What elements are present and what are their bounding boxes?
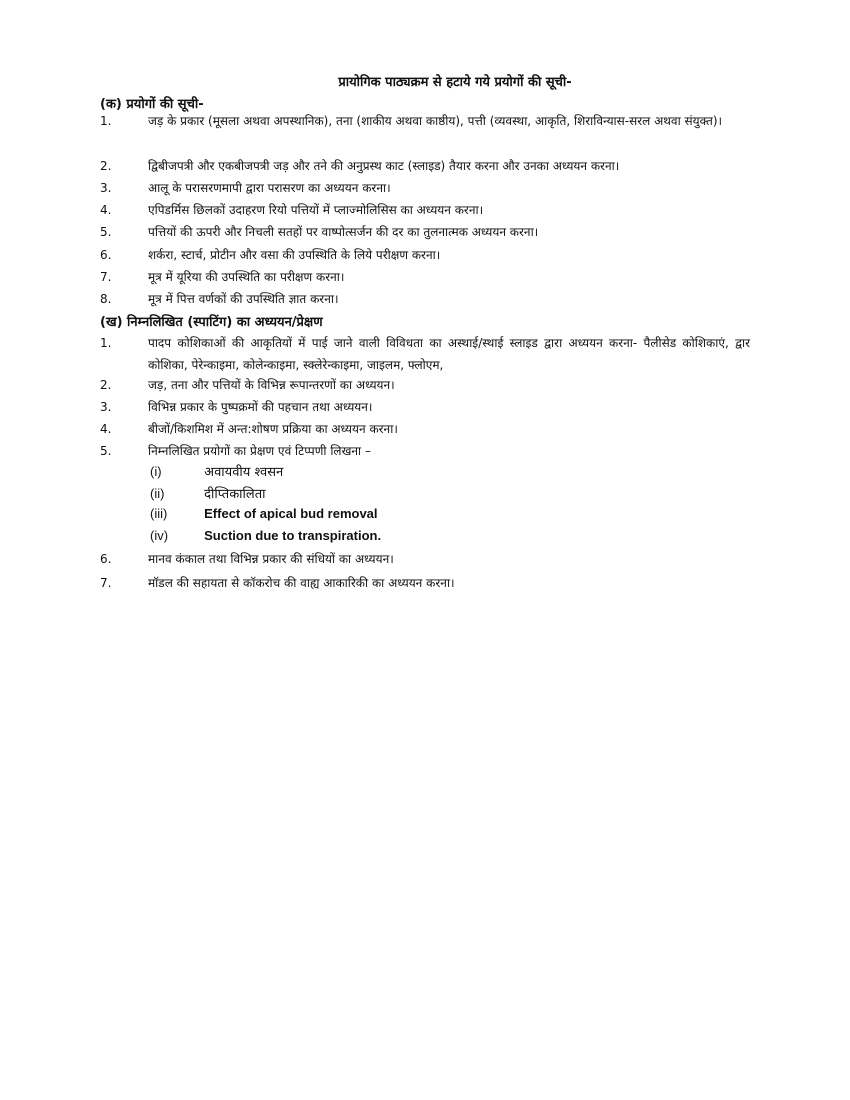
section-b-heading: (ख) निम्नलिखित (स्पाटिंग) का अध्ययन/प्रेक्षण bbox=[100, 315, 323, 330]
item-text: जड़ के प्रकार (मूसला अथवा अपस्थानिक), तना (शाकीय अथवा काष्ठीय), पत्ती (व्यवस्था, आकृति, शिराविन्यास-सरल अथवा संयुक्त)। bbox=[148, 114, 723, 128]
list-item bbox=[100, 177, 750, 199]
item-text: मानव कंकाल तथा विभिन्न प्रकार की संधियों का अध्ययन। bbox=[148, 552, 394, 566]
sub-item-text: अवायवीय श्वसन bbox=[204, 465, 284, 480]
list-item bbox=[100, 244, 750, 266]
sub-item-text: दीप्तिकालिता bbox=[204, 487, 266, 502]
item-number: 6. bbox=[100, 552, 112, 566]
item-text: विभिन्न प्रकार के पुष्पक्रमों की पहचान तथा अध्ययन। bbox=[148, 400, 373, 414]
item-number: 1. bbox=[100, 114, 112, 128]
section-a-heading: (क) प्रयोगों की सूची- bbox=[100, 97, 204, 112]
sub-item bbox=[150, 528, 381, 544]
sub-item-text: Effect of apical bud removal bbox=[204, 506, 378, 521]
item-text: आलू के परासरणमापी द्वारा परासरण का अध्ययन करना। bbox=[148, 181, 391, 195]
item-number: 6. bbox=[100, 248, 112, 262]
list-item bbox=[100, 374, 750, 396]
item-text: पादप कोशिकाओं की आकृतियों में पाई जाने वाली विविधता का अस्थाई/स्थाई स्लाइड द्वारा अध्ययन करना- पैलीसेड कोशिकाएं, द्वार कोशिका, पेरेन्काइमा, कोलेन्काइमा, स्क्लेरेन्काइमा, जाइलम, फ्लोएम, bbox=[148, 336, 750, 372]
item-number: 5. bbox=[100, 444, 112, 458]
item-number: 2. bbox=[100, 159, 112, 173]
sub-item-number: (ii) bbox=[150, 486, 165, 501]
sub-item bbox=[150, 484, 266, 502]
sub-item bbox=[150, 506, 378, 522]
sub-item-number: (iii) bbox=[150, 506, 168, 521]
item-text: निम्नलिखित प्रयोगों का प्रेक्षण एवं टिप्पणी लिखना – bbox=[148, 444, 371, 458]
list-item bbox=[100, 199, 750, 221]
list-item bbox=[100, 572, 750, 594]
item-number: 8. bbox=[100, 292, 112, 306]
sub-item-text: Suction due to transpiration. bbox=[204, 528, 382, 543]
item-text: मूत्र में पित्त वर्णकों की उपस्थिति ज्ञात करना। bbox=[148, 292, 339, 306]
page-title: प्रायोगिक पाठ्यक्रम से हटाये गये प्रयोगों की सूची- bbox=[338, 75, 572, 90]
item-number: 5. bbox=[100, 225, 112, 239]
list-item bbox=[100, 332, 750, 376]
item-number: 4. bbox=[100, 203, 112, 217]
list-item bbox=[100, 396, 750, 418]
item-number: 3. bbox=[100, 181, 112, 195]
sub-item-number: (iv) bbox=[150, 528, 169, 543]
item-text: मॉडल की सहायता से कॉकरोच की वाह्य आकारिकी का अध्ययन करना। bbox=[148, 576, 455, 590]
sub-item-number: (i) bbox=[150, 464, 162, 479]
list-item bbox=[100, 221, 750, 243]
item-text: द्विबीजपत्री और एकबीजपत्री जड़ और तने की अनुप्रस्थ काट (स्लाइड) तैयार करना और उनका अध्ययन करना। bbox=[148, 159, 620, 173]
item-text: शर्करा, स्टार्च, प्रोटीन और वसा की उपस्थिति के लिये परीक्षण करना। bbox=[148, 248, 441, 262]
item-text: मूत्र में यूरिया की उपस्थिति का परीक्षण करना। bbox=[148, 270, 345, 284]
item-number: 1. bbox=[100, 336, 112, 350]
list-item bbox=[100, 110, 750, 132]
item-number: 2. bbox=[100, 378, 112, 392]
item-text: बीजों/किशमिश में अन्त:शोषण प्रक्रिया का अध्ययन करना। bbox=[148, 422, 398, 436]
item-number: 7. bbox=[100, 270, 112, 284]
list-item bbox=[100, 418, 750, 440]
list-item bbox=[100, 288, 750, 310]
item-text: जड़, तना और पत्तियों के विभिन्न रूपान्तरणों का अध्ययन। bbox=[148, 378, 395, 392]
item-text: एपिडर्मिस छिलकों उदाहरण रियो पत्तियों में प्लाज्मोलिसिस का अध्ययन करना। bbox=[148, 203, 484, 217]
item-number: 4. bbox=[100, 422, 112, 436]
list-item bbox=[100, 440, 750, 462]
list-item bbox=[100, 266, 750, 288]
list-item bbox=[100, 155, 750, 177]
item-number: 7. bbox=[100, 576, 112, 590]
list-item bbox=[100, 548, 750, 570]
item-number: 3. bbox=[100, 400, 112, 414]
sub-item bbox=[150, 462, 283, 480]
item-text: पत्तियों की ऊपरी और निचली सतहों पर वाष्पोत्सर्जन की दर का तुलनात्मक अध्ययन करना। bbox=[148, 225, 539, 239]
